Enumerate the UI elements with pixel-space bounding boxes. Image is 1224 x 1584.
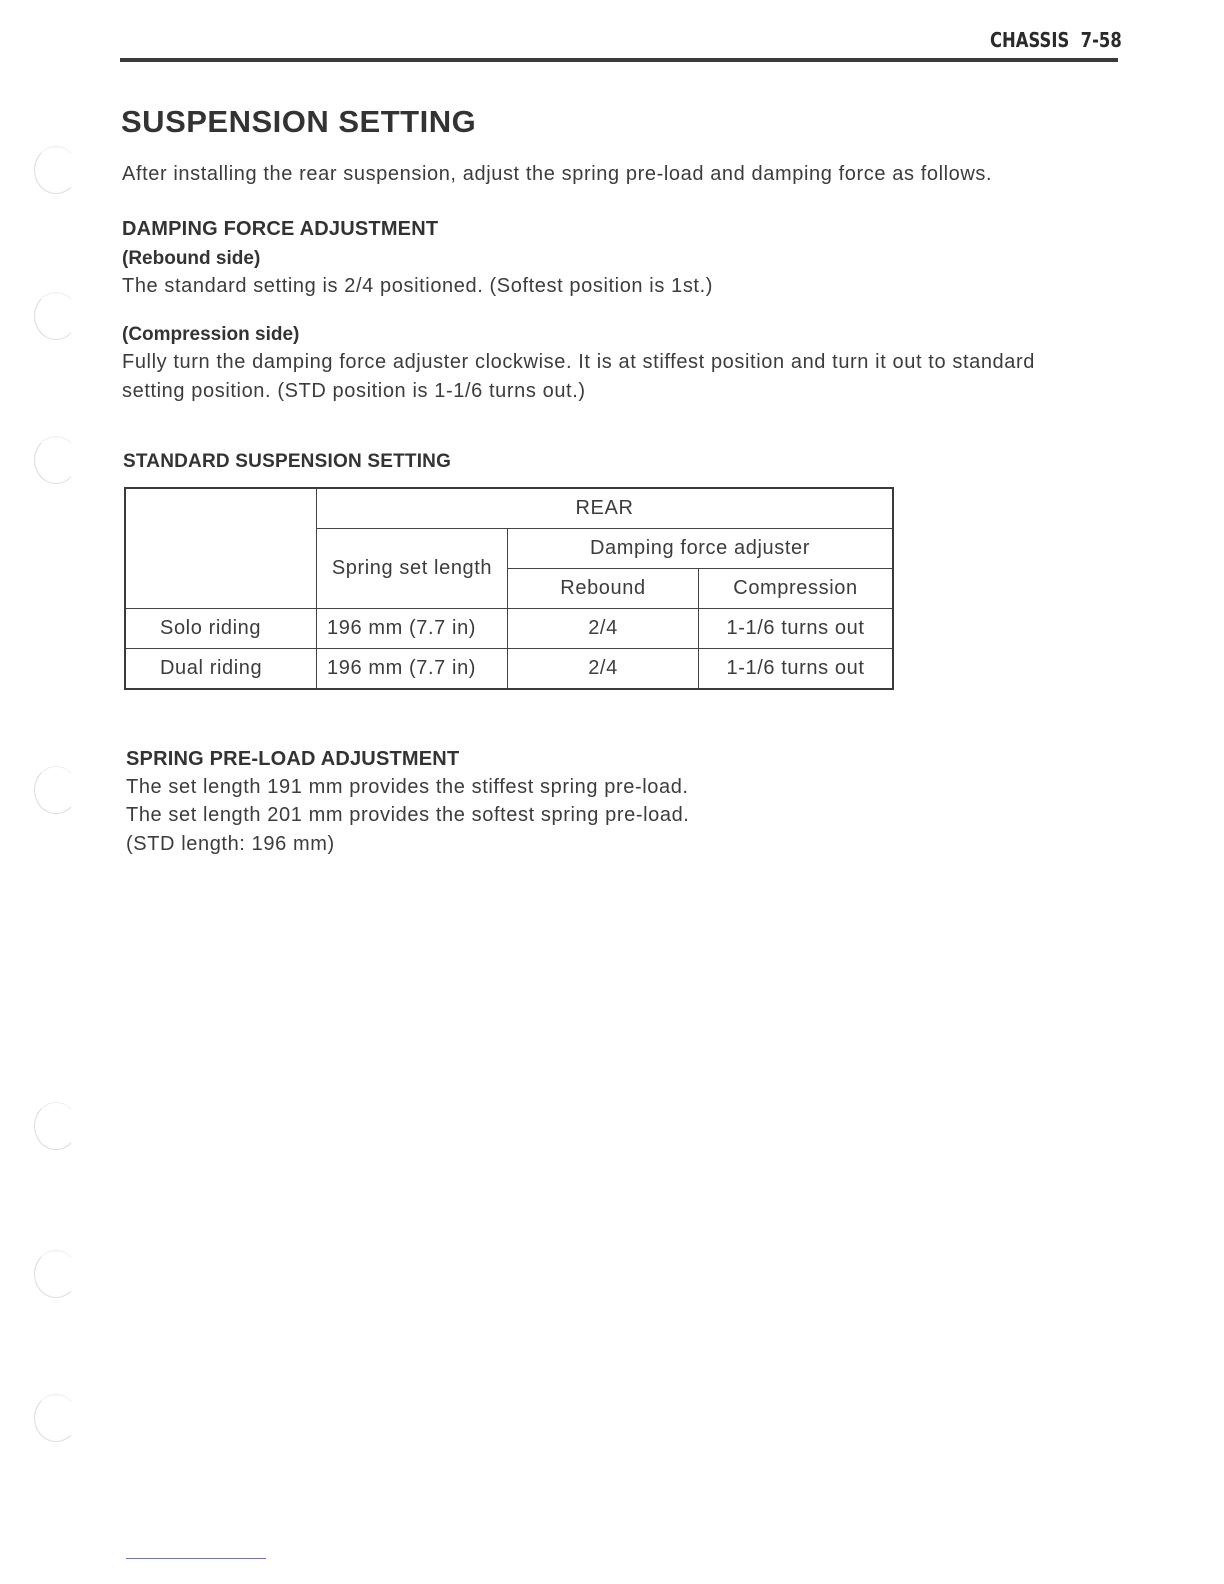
- header-page-number: 7-58: [1080, 28, 1122, 52]
- preload-text-line-1: The set length 191 mm provides the stiffest spring pre-load.: [126, 776, 689, 798]
- spring-length-value: 196 mm (7.7 in): [317, 649, 508, 690]
- compression-value: 1-1/6 turns out: [699, 609, 894, 649]
- preload-text-line-2: The set length 201 mm provides the softest spring pre-load.: [126, 804, 690, 826]
- spring-length-value: 196 mm (7.7 in): [317, 609, 508, 649]
- footer-rule: [126, 1558, 266, 1559]
- running-header: [990, 28, 1122, 52]
- compression-text-line-1: Fully turn the damping force adjuster clockwise. It is at stiffest position and turn it out to standard: [122, 351, 1035, 373]
- standard-table-heading: STANDARD SUSPENSION SETTING: [123, 451, 452, 472]
- rebound-value: 2/4: [508, 649, 699, 690]
- compression-text-line-2: setting position. (STD position is 1-1/6 turns out.): [122, 380, 586, 402]
- table-row: [125, 649, 893, 690]
- rebound-heading: (Rebound side): [122, 248, 261, 269]
- punch-hole-mark: [34, 1394, 78, 1442]
- intro-text: After installing the rear suspension, adjust the spring pre-load and damping force as follows.: [122, 163, 993, 185]
- punch-hole-mark: [34, 766, 78, 814]
- rebound-value: 2/4: [508, 609, 699, 649]
- header-rule: [120, 58, 1118, 62]
- rebound-header: Rebound: [508, 569, 699, 609]
- punch-hole-mark: [34, 146, 78, 194]
- preload-text-line-3: (STD length: 196 mm): [126, 833, 335, 855]
- punch-hole-mark: [34, 1250, 78, 1298]
- spring-length-header: Spring set length: [317, 529, 508, 609]
- compression-value: 1-1/6 turns out: [699, 649, 894, 690]
- table-corner-cell: [125, 488, 317, 609]
- punch-hole-mark: [34, 1102, 78, 1150]
- rear-header: REAR: [317, 488, 894, 529]
- row-label: Solo riding: [125, 609, 317, 649]
- damping-heading: DAMPING FORCE ADJUSTMENT: [122, 218, 439, 240]
- punch-hole-mark: [34, 292, 78, 340]
- damping-adjuster-header: Damping force adjuster: [508, 529, 894, 569]
- punch-hole-mark: [34, 436, 78, 484]
- compression-heading: (Compression side): [122, 324, 300, 345]
- page-title: SUSPENSION SETTING: [121, 104, 477, 139]
- header-section: CHASSIS: [990, 28, 1070, 52]
- compression-header: Compression: [699, 569, 894, 609]
- rebound-text: The standard setting is 2/4 positioned. (Softest position is 1st.): [122, 275, 714, 297]
- row-label: Dual riding: [125, 649, 317, 690]
- preload-heading: SPRING PRE-LOAD ADJUSTMENT: [126, 748, 460, 770]
- table-row: [125, 609, 893, 649]
- standard-suspension-table: [124, 487, 894, 690]
